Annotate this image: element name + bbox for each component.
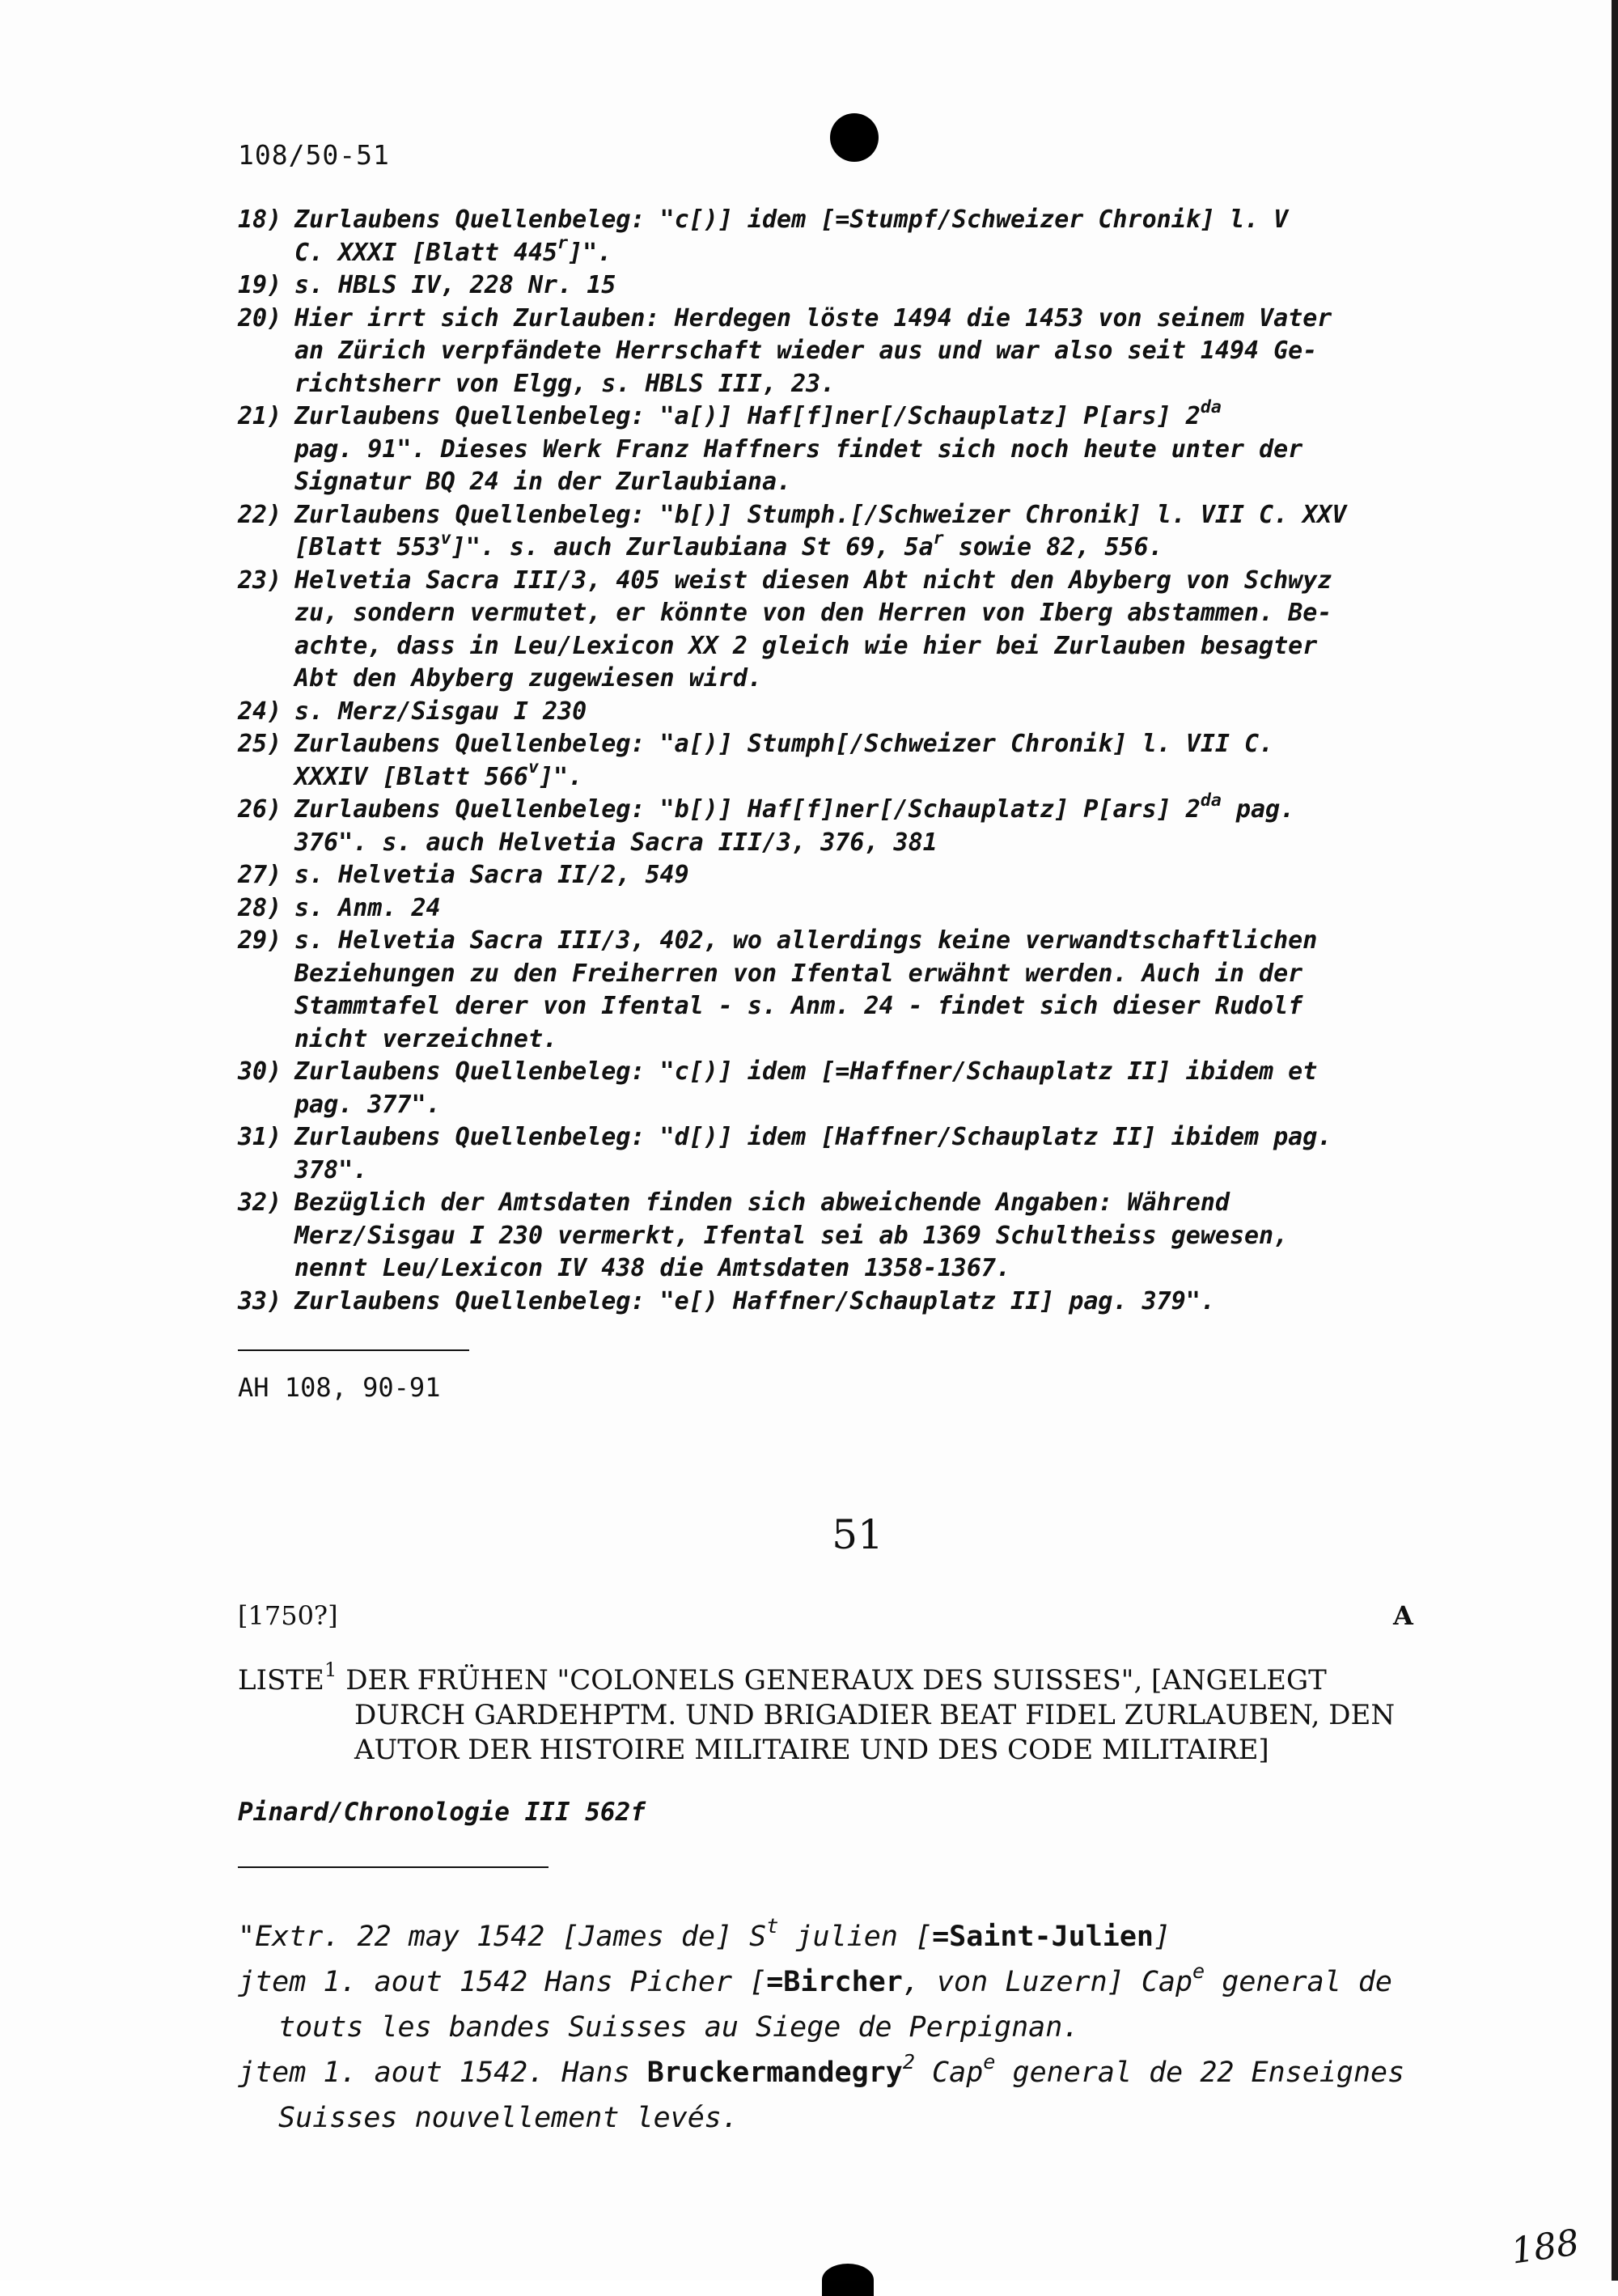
footnote-number: 24) — [238, 697, 282, 726]
footnote-text: Merz/Sisgau I 230 vermerkt, Ifental sei ab 1369 Schultheiss gewesen, — [294, 1221, 1289, 1250]
footnote-20 — [238, 303, 1476, 401]
footnote-divider — [238, 1349, 469, 1351]
footnote-33 — [238, 1286, 1476, 1319]
superscript: da — [1200, 790, 1222, 811]
footnote-text: XXXIV [Blatt 566 — [294, 762, 528, 791]
punch-hole-bottom — [822, 2264, 874, 2296]
transcription-text: general de — [1205, 1966, 1393, 1998]
bold-name: Haffners — [703, 434, 821, 464]
footnote-text: Signatur BQ 24 in der Zurlaubiana. — [294, 468, 792, 496]
footnote-number: 27) — [238, 861, 282, 889]
superscript: 1 — [324, 1658, 337, 1681]
footnote-19 — [238, 269, 1476, 303]
footnote-text: pag. — [1221, 795, 1295, 824]
footnote-text: ]". s. auch Zurlaubiana St 69, 5a — [451, 533, 934, 561]
bold-name: Iberg — [1040, 599, 1113, 627]
footnote-text: Helvetia Sacra III/3, 405 weist diesen Abt nicht den Abyberg von Schwyz — [294, 566, 1332, 595]
punch-hole-top — [830, 113, 879, 162]
footnote-number: 22) — [238, 500, 282, 529]
footnote-number: 21) — [238, 402, 282, 430]
footnote-25 — [238, 728, 1476, 794]
footnote-text: 378". — [294, 1155, 368, 1184]
footnote-text: s. Anm. 24 — [294, 893, 441, 922]
footnote-number: 23) — [238, 566, 282, 595]
footnote-text: s. Merz/Sisgau I 230 — [294, 697, 587, 726]
footnote-30 — [238, 1056, 1476, 1121]
transcription-text: touts les bandes Suisses au Siege de Perpignan. — [278, 2011, 1080, 2044]
footnote-23 — [238, 565, 1476, 696]
title-text: DURCH GARDEHPTM. UND BRIGADIER BEAT FIDEL ZURLAUBEN, DEN — [354, 1699, 1396, 1731]
transcription-text: "Extr. 22 may 1542 [James de] S — [238, 1921, 767, 1953]
footnote-number: 31) — [238, 1123, 282, 1151]
superscript: r — [557, 233, 569, 254]
document-letter: A — [1393, 1600, 1413, 1631]
footnote-31 — [238, 1121, 1476, 1187]
scan-edge — [1612, 0, 1618, 2281]
footnote-text: Zurlaubens Quellenbeleg: "c[)] idem [=Haffner/Schauplatz II] ibidem et — [294, 1057, 1318, 1086]
superscript: 2 — [902, 2049, 915, 2074]
footnote-text: ]". — [568, 238, 612, 267]
source-divider — [238, 1866, 549, 1868]
footnote-text: findet sich noch heute unter der — [820, 434, 1303, 464]
footnote-text: s. HBLS IV, 228 Nr. 15 — [294, 271, 616, 299]
footnote-text: pag. 91". Dieses Werk Franz — [294, 434, 704, 464]
footnote-text: Zurlaubens Quellenbeleg: "e[) Haffner/Schauplatz II] pag. 379". — [294, 1286, 1215, 1315]
footnote-text: s. Helvetia Sacra II/2, 549 — [294, 861, 689, 889]
bold-name: =Saint-Julien — [932, 1921, 1154, 1953]
superscript: t — [766, 1913, 779, 1938]
footnote-text: ]". — [539, 762, 583, 791]
footnote-number: 28) — [238, 893, 282, 922]
footnote-text: sowie 82, 556. — [943, 533, 1163, 561]
footnote-number: 26) — [238, 795, 282, 824]
transcription — [238, 1914, 1476, 2141]
footnote-32 — [238, 1187, 1476, 1286]
transcription-text: julien [ — [778, 1921, 933, 1953]
archive-reference: AH 108, 90-91 — [238, 1372, 441, 1403]
footnote-text: Hier irrt sich Zurlauben: Herdegen löste 1494 die 1453 von seinem Vater — [294, 303, 1332, 333]
footnote-27 — [238, 859, 1476, 892]
superscript: v — [440, 527, 451, 549]
footnote-22 — [238, 499, 1476, 565]
footnote-text: C. XXXI [Blatt 445 — [294, 238, 558, 267]
document-date: [1750?] — [238, 1600, 338, 1631]
footnote-number: 32) — [238, 1188, 282, 1217]
footnote-text: Stammtafel derer von Ifental - s. Anm. 24 - findet sich dieser Rudolf — [294, 992, 1303, 1020]
footnote-text: Zurlaubens Quellenbeleg: "a[)] Stumph[/Schweizer Chronik] l. VII C. — [294, 730, 1274, 758]
footnote-text: nennt Leu/Lexicon IV 438 die Amtsdaten 1358-1367. — [294, 1254, 1011, 1282]
footnote-26 — [238, 790, 1476, 859]
footnote-24 — [238, 696, 1476, 729]
footnote-number: 18) — [238, 205, 282, 234]
footnote-text: [Blatt 553 — [294, 533, 441, 561]
footnote-text: Abt den Abyberg zugewiesen wird. — [294, 664, 762, 693]
footnotes — [238, 204, 1476, 1318]
footnote-text: abstammen. Be- — [1112, 599, 1332, 627]
superscript: v — [527, 757, 539, 778]
footnote-text: richtsherr von Elgg, s. HBLS III, 23. — [294, 369, 836, 398]
footnote-text: Zurlaubens Quellenbeleg: "d[)] idem [Haffner/Schauplatz II] ibidem pag. — [294, 1123, 1332, 1151]
bold-name: Bruckermandegry — [646, 2057, 903, 2089]
footnote-text: pag. 377". — [294, 1090, 441, 1119]
footnote-text: Beziehungen zu den Freiherren von Ifental erwähnt werden. Auch in der — [294, 959, 1303, 988]
bold-name: =Bircher — [766, 1966, 903, 1998]
footnote-text: zu, sondern vermutet, er könnte von den Herren von — [294, 599, 1040, 627]
document-number: 51 — [832, 1511, 883, 1558]
page-reference: 108/50-51 — [238, 139, 390, 171]
transcription-text: jtem 1. aout 1542 Hans Picher [ — [238, 1966, 767, 1998]
document-title — [238, 1658, 1468, 1768]
superscript: da — [1200, 396, 1222, 417]
footnote-text: an Zürich verpfändete Herrschaft wieder aus und war also seit 1494 Ge- — [294, 337, 1318, 365]
superscript: e — [1192, 1959, 1205, 1983]
transcription-text: jtem 1. aout 1542. Hans — [238, 2057, 647, 2089]
footnote-number: 20) — [238, 303, 282, 333]
handwritten-folio-number: 188 — [1508, 2222, 1582, 2273]
footnote-18 — [238, 204, 1476, 269]
footnote-text: Zurlaubens Quellenbeleg: "b[)] Haf[f]ner[/Schauplatz] P[ars] 2 — [294, 795, 1201, 824]
footnote-28 — [238, 892, 1476, 926]
footnote-text: Zurlaubens Quellenbeleg: "b[)] Stumph.[/Schweizer Chronik] l. VII C. XXV — [294, 500, 1347, 529]
transcription-text: ] — [1154, 1921, 1171, 1953]
transcription-text: general de 22 Enseignes — [995, 2057, 1405, 2089]
transcription-text: Suisses nouvellement levés. — [278, 2102, 739, 2134]
footnote-29 — [238, 925, 1476, 1056]
title-text: DER FRÜHEN "COLONELS GENERAUX DES SUISSES", [ANGELEGT — [337, 1664, 1327, 1697]
footnote-21 — [238, 396, 1476, 499]
footnote-number: 29) — [238, 926, 282, 955]
footnote-text: Bezüglich der Amtsdaten finden sich abweichende Angaben: Während — [294, 1188, 1230, 1217]
footnote-number: 33) — [238, 1286, 282, 1315]
superscript: e — [983, 2049, 996, 2074]
footnote-text: Zurlaubens Quellenbeleg: "c[)] idem [=Stumpf/Schweizer Chronik] l. V — [294, 205, 1289, 234]
title-text: LISTE — [238, 1664, 324, 1697]
superscript: r — [933, 527, 944, 549]
footnote-text: achte, dass in Leu/Lexicon XX 2 gleich wie hier bei Zurlauben besagter — [294, 631, 1318, 660]
footnote-text: Zurlaubens Quellenbeleg: "a[)] Haf[f]ner[/Schauplatz] P[ars] 2 — [294, 402, 1201, 430]
footnote-text: nicht verzeichnet. — [294, 1024, 558, 1053]
footnote-number: 25) — [238, 730, 282, 758]
title-text: AUTOR DER HISTOIRE MILITAIRE UND DES CODE MILITAIRE] — [354, 1734, 1269, 1766]
transcription-text: , von Luzern] Cap — [902, 1966, 1193, 1998]
footnote-number: 30) — [238, 1057, 282, 1086]
footnote-text: 376". s. auch Helvetia Sacra III/3, 376, 381 — [294, 828, 938, 857]
source-citation: Pinard/Chronologie III 562f — [238, 1798, 646, 1827]
footnote-text: s. Helvetia Sacra III/3, 402, wo allerdings keine verwandtschaftlichen — [294, 926, 1318, 955]
transcription-text: Cap — [914, 2057, 984, 2089]
footnote-number: 19) — [238, 271, 282, 299]
